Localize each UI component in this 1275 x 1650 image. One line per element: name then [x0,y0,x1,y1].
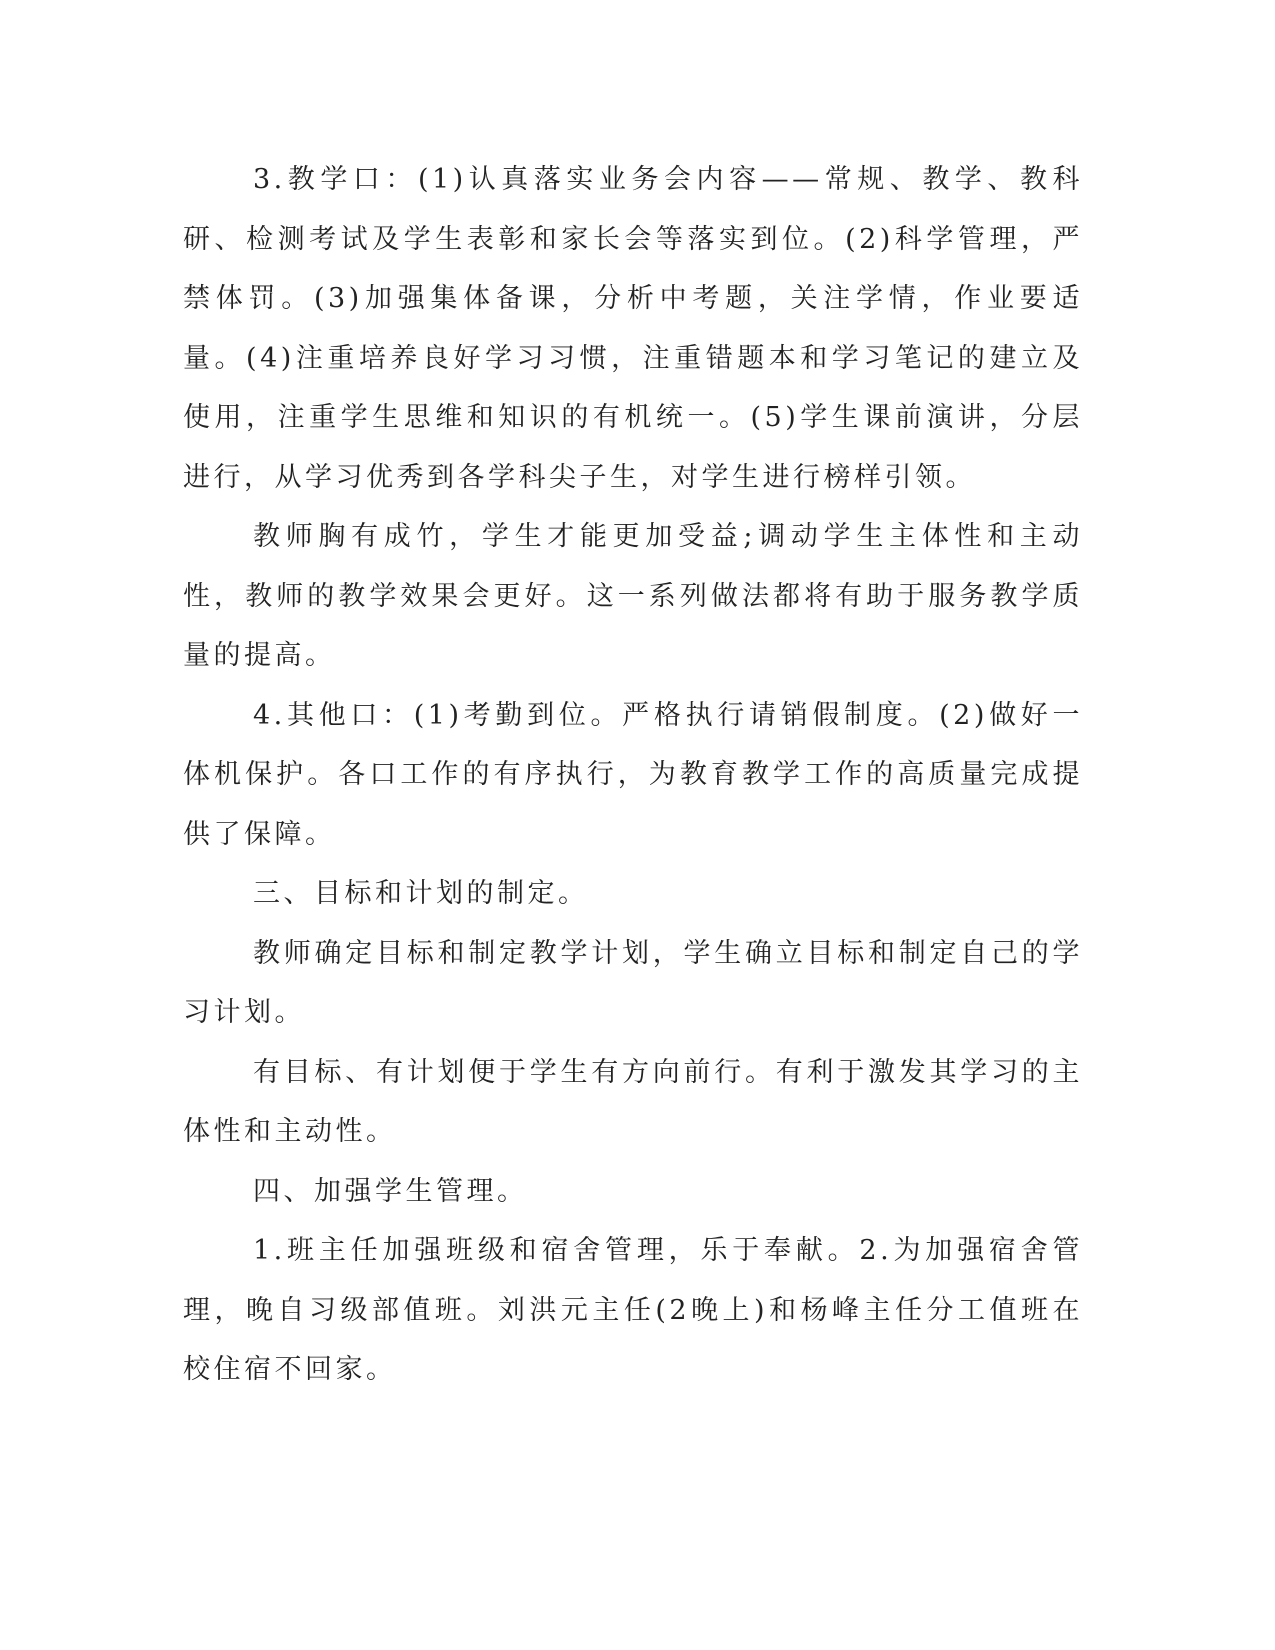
paragraph-teacher-benefit: 教师胸有成竹，学生才能更加受益;调动学生主体性和主动性，教师的教学效果会更好。这一系列做法都将有助于服务教学质量的提高。 [183,521,1083,671]
paragraph-other-section: 4.其他口：(1)考勤到位。严格执行请销假制度。(2)做好一体机保护。各口工作的有序执行，为教育教学工作的高质量完成提供了保障。 [183,699,1083,850]
paragraph-teaching-section: 3.教学口：(1)认真落实业务会内容——常规、教学、教科研、检测考试及学生表彰和家长会等落实到位。(2)科学管理，严禁体罚。(3)加强集体备课，分析中考题，关注学情，作业要适量。(4)注重培养良好学习习惯，注重错题本和学习笔记的建立及使用，注重学生思维和知识的有机统一。(5)学生课前演讲，分层进行，从学习优秀到各学科尖子生，对学生进行榜样引领。 [183,164,1083,493]
paragraph-student-management: 1.班主任加强班级和宿舍管理，乐于奉献。2.为加强宿舍管理，晚自习级部值班。刘洪元主任(2晚上)和杨峰主任分工值班在校住宿不回家。 [183,1235,1083,1385]
paragraph-goals-plans: 教师确定目标和制定教学计划，学生确立目标和制定自己的学习计划。 [183,937,1083,1028]
paragraph-goals-benefit: 有目标、有计划便于学生有方向前行。有利于激发其学习的主体性和主动性。 [183,1056,1083,1147]
heading-goals-plans: 三、目标和计划的制定。 [253,878,589,909]
document-body [183,150,1083,1400]
heading-student-management: 四、加强学生管理。 [253,1175,528,1207]
